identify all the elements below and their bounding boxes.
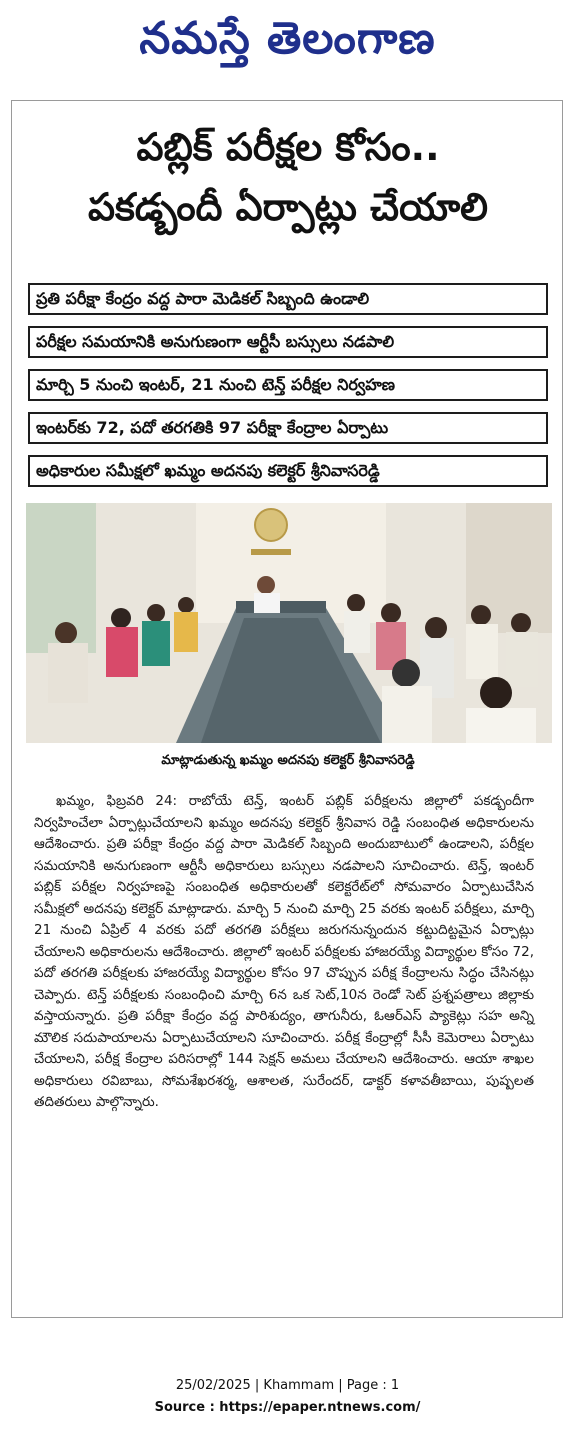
masthead — [0, 6, 575, 72]
photo-caption: మాట్లాడుతున్న ఖమ్మం అదనపు కలెక్టర్ శ్రీనివాసరెడ్డి — [161, 753, 415, 768]
subheading-2: పరీక్షల సమయానికి అనుగుణంగా ఆర్టీసీ బస్సులు నడపాలి — [28, 326, 548, 358]
article-body: ఖమ్మం, ఫిబ్రవరి 24: రాబోయే టెన్త్, ఇంటర్ పబ్లిక్ పరీక్షలను జిల్లాలో పకడ్బందీగా నిర్వహించేలా ఏర్పాట్లుచేయాలని ఖమ్మం అదనపు కలెక్టర్ శ్రీనివాస రెడ్డి సంబంధిత అధికారులను ఆదేశించారు. ప్రతి పరీక్షా కేంద్రం వద్ద పారా మెడికల్ సిబ్బంది అందుబాటులో ఉండాలని, పరీక్షల సమయానికి అనుగుణంగా ఆర్టీసీ అధికారులు బస్సులు నడపాలని సూచించారు. టెన్త్, ఇంటర్ పబ్లిక్ పరీక్షల నిర్వహణపై సంబంధిత అధికారులతో కలెక్టరేట్‌లో సోమవారం ఏర్పాటుచేసిన సమీక్షలో అదనపు కలెక్టర్ మాట్లాడారు. మార్చి 5 నుంచి మార్చి 25 వరకు ఇంటర్ పరీక్షలు, మార్చి 21 నుంచి ఏప్రిల్ 4 వరకు పదో తరగతి పరీక్షలు జరుగనున్నందున కట్టుదిట్టమైన ఏర్పాట్లు చేయాలని అధికారులను ఆదేశించారు. జిల్లాలో ఇంటర్ పరీక్షలకు హాజరయ్యే విద్యార్థుల కోసం 72, పదో తరగతి పరీక్షలకు హాజరయ్యే విద్యార్థుల కోసం 97 చొప్పున పరీక్ష కేంద్రాలను సిద్ధం చేసినట్లు చెప్పారు. టెన్త్ పరీక్షలకు సంబంధించి మార్చి 6న ఒక సెట్,10న రెండో సెట్ ప్రశ్నపత్రాలు జిల్లాకు వస్తాయన్నారు. ప్రతి పరీక్షా కేంద్రం వద్ద పారిశుద్యం, తాగునీరు, ఓఆర్ఎస్ ప్యాకెట్లు సహ అన్ని మౌలిక సదుపాయాలను ఏర్పాటుచేయాలని సూచించారు. పరీక్ష కేంద్రాల్లో సీసీ కెమెరాలు ఏర్పాటు చేయాలని, పరీక్ష కేంద్రాల పరిసరాల్లో 144 సెక్షన్ అమలు చేయాలని ఆదేశించారు. ఆయా శాఖల అధికారులు రవిబాబు, సోమశేఖరశర్మ, ఆశాలత, సురేందర్, డాక్టర్ కళావతీబాయి, పుష్పలత తదితరులు పాల్గొన్నారు. — [34, 793, 534, 1110]
subheading-1: ప్రతి పరీక్షా కేంద్రం వద్ద పారా మెడికల్ సిబ్బంది ఉండాలి — [28, 283, 548, 315]
meeting-photo — [26, 503, 552, 743]
footer-source: Source : https://epaper.ntnews.com/ — [154, 1400, 421, 1415]
subheading-4: ఇంటర్‌కు 72, పదో తరగతికి 97 పరీక్షా కేంద్రాల ఏర్పాటు — [28, 412, 548, 444]
meeting-photo-illustration — [26, 503, 552, 743]
footer-date-page: 25/02/2025 | Khammam | Page : 1 — [175, 1378, 400, 1393]
newspaper-clipping — [11, 100, 563, 1318]
subheading-3: మార్చి 5 నుంచి ఇంటర్, 21 నుంచి టెన్త్ పరీక్షల నిర్వహణ — [28, 369, 548, 401]
subheading-5: అధికారుల సమీక్షలో ఖమ్మం అదనపు కలెక్టర్ శ్రీనివాసరెడ్డి — [28, 455, 548, 487]
headline-line-1: పబ్లిక్ పరీక్షల కోసం.. — [136, 125, 440, 169]
masthead-title: నమస్తే తెలంగాణ — [139, 13, 436, 64]
headline-line-2: పకడ్బందీ ఏర్పాట్లు చేయాలి — [87, 185, 488, 229]
